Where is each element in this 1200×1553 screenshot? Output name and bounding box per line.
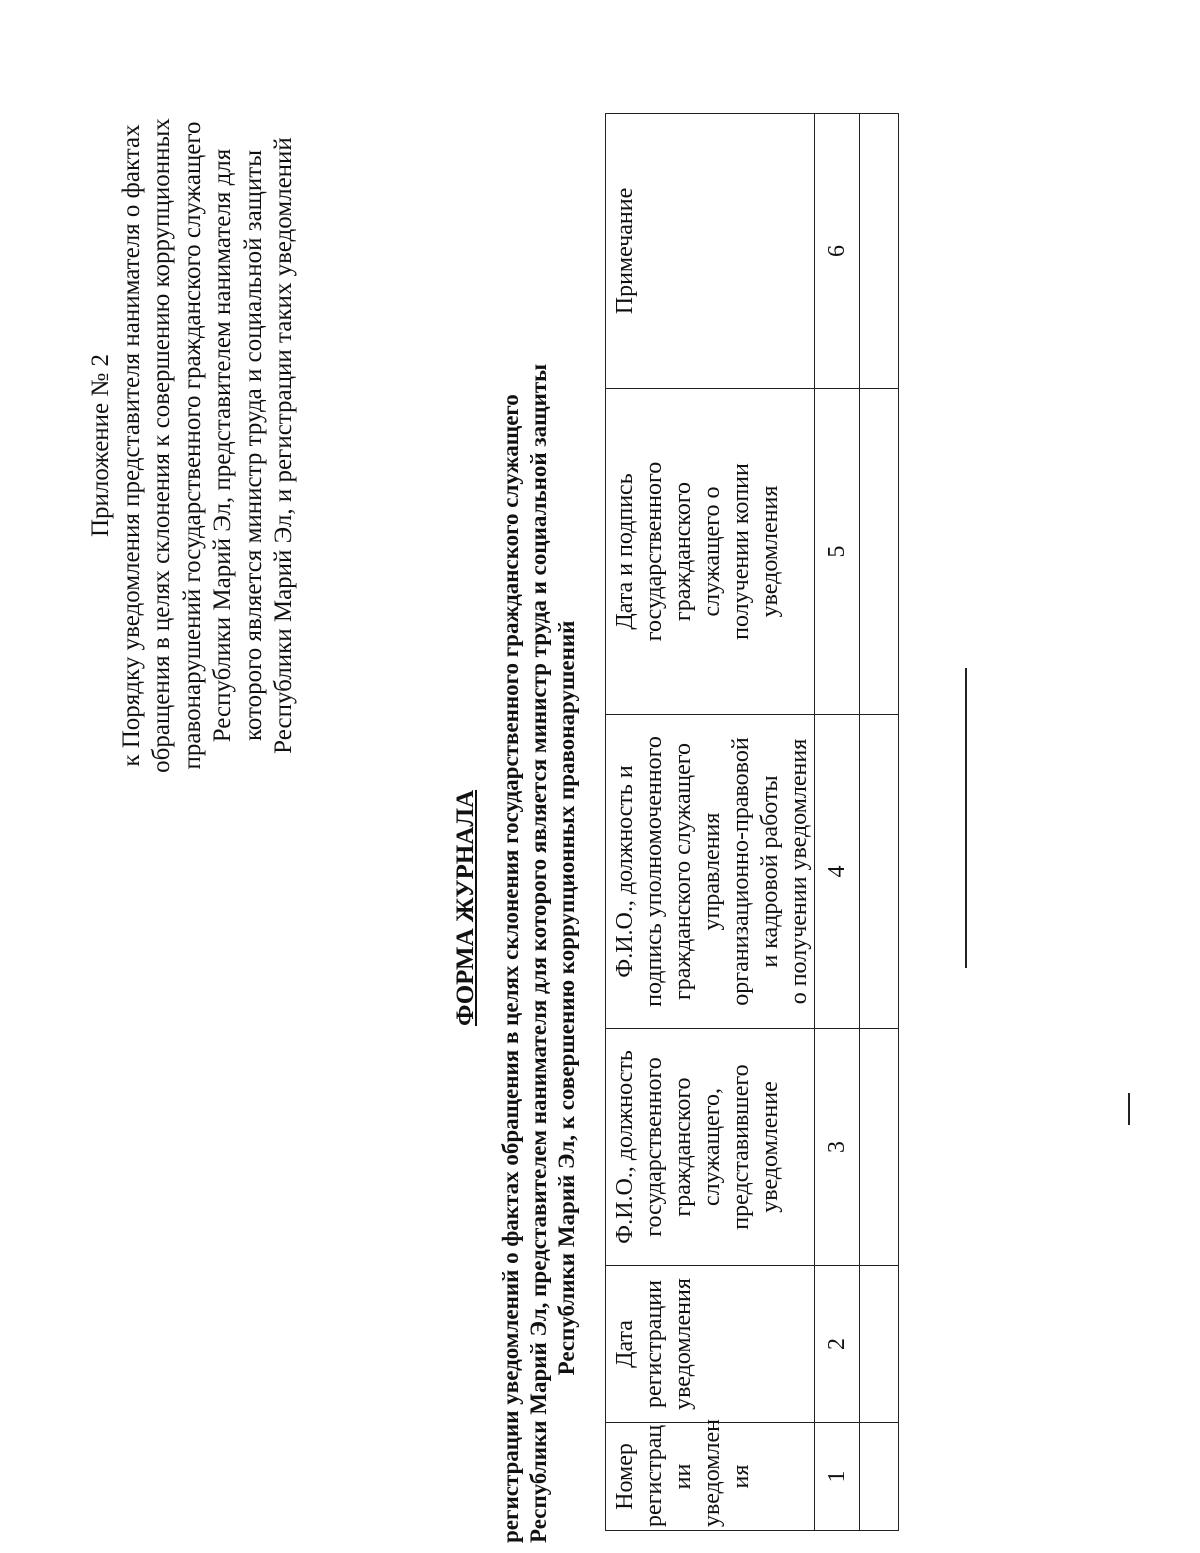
- form-subtitle-line: Республики Марий Эл, представителем нанимателя для которого является министр труда и социальной защиты: [526, 363, 551, 1543]
- header-cell-copy-receipt: Дата и подпись государственного гражданского служащего о получении копии уведомления: [606, 389, 815, 715]
- empty-cell: [860, 715, 899, 1029]
- appendix-line: правонарушений государственного гражданского служащего: [178, 121, 206, 770]
- appendix-header: [86, 83, 300, 808]
- header-cell-registration-number: Номер регистрац ии уведомлен ия: [606, 1423, 815, 1531]
- form-subtitle-line: Республики Марий Эл, к совершению коррупционных правонарушений: [554, 620, 579, 1376]
- appendix-line: Республики Марий Эл, представителем нанимателя для: [209, 148, 236, 743]
- column-number-cell: 3: [815, 1029, 860, 1266]
- closing-separator-line: [965, 668, 967, 968]
- form-subtitle: [497, 363, 581, 1543]
- header-cell-note: Примечание: [606, 114, 815, 389]
- empty-cell: [860, 114, 899, 389]
- appendix-line: к Порядку уведомления представителя нанимателя о фактах: [117, 124, 145, 767]
- column-number-cell: 5: [815, 389, 860, 715]
- column-number-cell: 1: [815, 1423, 860, 1531]
- form-title: ФОРМА ЖУРНАЛА: [452, 789, 479, 1027]
- form-subtitle-line: регистрации уведомлений о фактах обращения в целях склонения государственного гражданского служащего: [498, 394, 523, 1543]
- table-row: [860, 114, 899, 1531]
- appendix-line: Республики Марий Эл, и регистрации таких уведомлений: [270, 137, 297, 754]
- header-cell-authorized-receiver: Ф.И.О., должность и подпись уполномоченного гражданского служащего управления организационно-правовой и кадровой работы о получении уведомления: [606, 715, 815, 1029]
- appendix-line: Приложение № 2: [87, 353, 114, 538]
- appendix-line: которого является министр труда и социальной защиты: [239, 149, 267, 742]
- empty-cell: [860, 389, 899, 715]
- header-cell-registration-date: Дата регистрации уведомления: [606, 1266, 815, 1423]
- column-number-cell: 2: [815, 1266, 860, 1423]
- table-header-row: [606, 114, 815, 1531]
- appendix-line: обращения в целях склонения к совершению коррупционных: [148, 118, 175, 773]
- short-separator-line: [1128, 1093, 1130, 1125]
- journal-table: [605, 113, 899, 1531]
- empty-cell: [860, 1029, 899, 1266]
- header-cell-submitter: Ф.И.О., должность государственного гражданского служащего, представившего уведомление: [606, 1029, 815, 1266]
- empty-cell: [860, 1266, 899, 1423]
- column-number-cell: 6: [815, 114, 860, 389]
- empty-cell: [860, 1423, 899, 1531]
- table-column-number-row: [815, 114, 860, 1531]
- column-number-cell: 4: [815, 715, 860, 1029]
